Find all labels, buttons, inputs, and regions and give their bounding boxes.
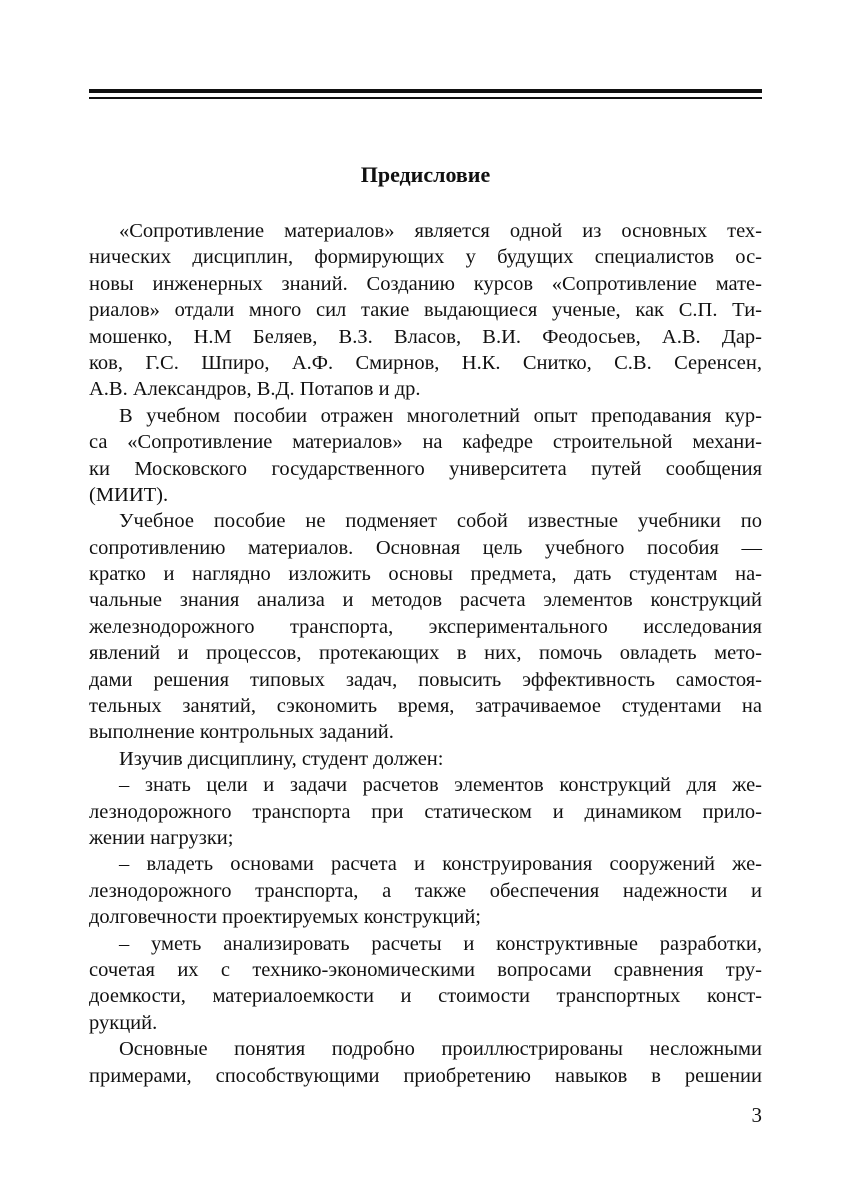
text-line: Учебное пособие не подменяет собой известные учебники по [119, 510, 762, 533]
text-line: са «Сопротивление материалов» на кафедре строительной механи- [89, 431, 762, 454]
text-line: ков, Г.С. Шпиро, А.Ф. Смирнов, Н.К. Снитко, С.В. Серенсен, [89, 351, 762, 374]
text-line: А.В. Александров, В.Д. Потапов и др. [89, 378, 421, 401]
text-line: ки Московского государственного университета путей сообщения [89, 457, 762, 480]
text-line: выполнение контрольных заданий. [89, 721, 394, 744]
text-line: новы инженерных знаний. Созданию курсов «Сопротивление мате- [89, 272, 762, 295]
text-line: Основные понятия подробно проиллюстрированы несложными [119, 1038, 762, 1061]
text-line: «Сопротивление материалов» является одной из основных тех- [119, 220, 762, 242]
text-line: кратко и наглядно изложить основы предмета, дать студентам на- [89, 563, 762, 586]
list-item-line: жении нагрузки; [89, 826, 234, 849]
text-line: железнодорожного транспорта, экспериментального исследования [89, 615, 762, 638]
text-line: тельных занятий, сэкономить время, затрачиваемое студентами на [89, 695, 762, 718]
list-item-line: лезнодорожного транспорта, а также обеспечения надежности и [89, 879, 762, 902]
text-line: риалов» отдали много сил такие выдающиеся ученые, как С.П. Ти- [89, 299, 762, 322]
header-rule-thick [89, 89, 762, 93]
page-number: 3 [751, 1103, 762, 1127]
page-title: Предисловие [360, 162, 491, 187]
text-line: Изучив дисциплину, студент должен: [119, 747, 444, 770]
text-line: чальные знания анализа и методов расчета элементов конструкций [89, 589, 762, 612]
list-item-line: сочетая их с технико-экономическими вопросами сравнения тру- [89, 958, 762, 981]
list-item-line: рукций. [89, 1011, 158, 1034]
list-item-line: доемкости, материалоемкости и стоимости транспортных конст- [89, 985, 762, 1008]
text-line: явлений и процессов, протекающих в них, помочь овладеть мето- [89, 642, 762, 665]
text-line: примерами, способствующими приобретению навыков в решении [89, 1064, 762, 1087]
list-item-line: лезнодорожного транспорта при статическом и динамиком прило- [89, 800, 762, 823]
list-item-line: долговечности проектируемых конструкций; [89, 906, 481, 929]
header-rule-thin [89, 97, 762, 99]
text-line: (МИИТ). [89, 483, 169, 506]
text-line: дами решения типовых задач, повысить эффективность самостоя- [89, 668, 762, 691]
text-line: В учебном пособии отражен многолетний опыт преподавания кур- [119, 404, 762, 427]
list-item-line: – знать цели и задачи расчетов элементов конструкций для же- [119, 774, 762, 797]
text-line: нических дисциплин, формирующих у будущих специалистов ос- [89, 246, 762, 269]
body-text [89, 218, 762, 1089]
list-item-line: – уметь анализировать расчеты и конструктивные разработки, [119, 932, 762, 955]
list-item-line: – владеть основами расчета и конструирования сооружений же- [119, 853, 762, 876]
text-line: мошенко, Н.М Беляев, В.З. Власов, В.И. Феодосьев, А.В. Дар- [89, 325, 762, 348]
text-line: сопротивлению материалов. Основная цель учебного пособия — [89, 536, 762, 559]
